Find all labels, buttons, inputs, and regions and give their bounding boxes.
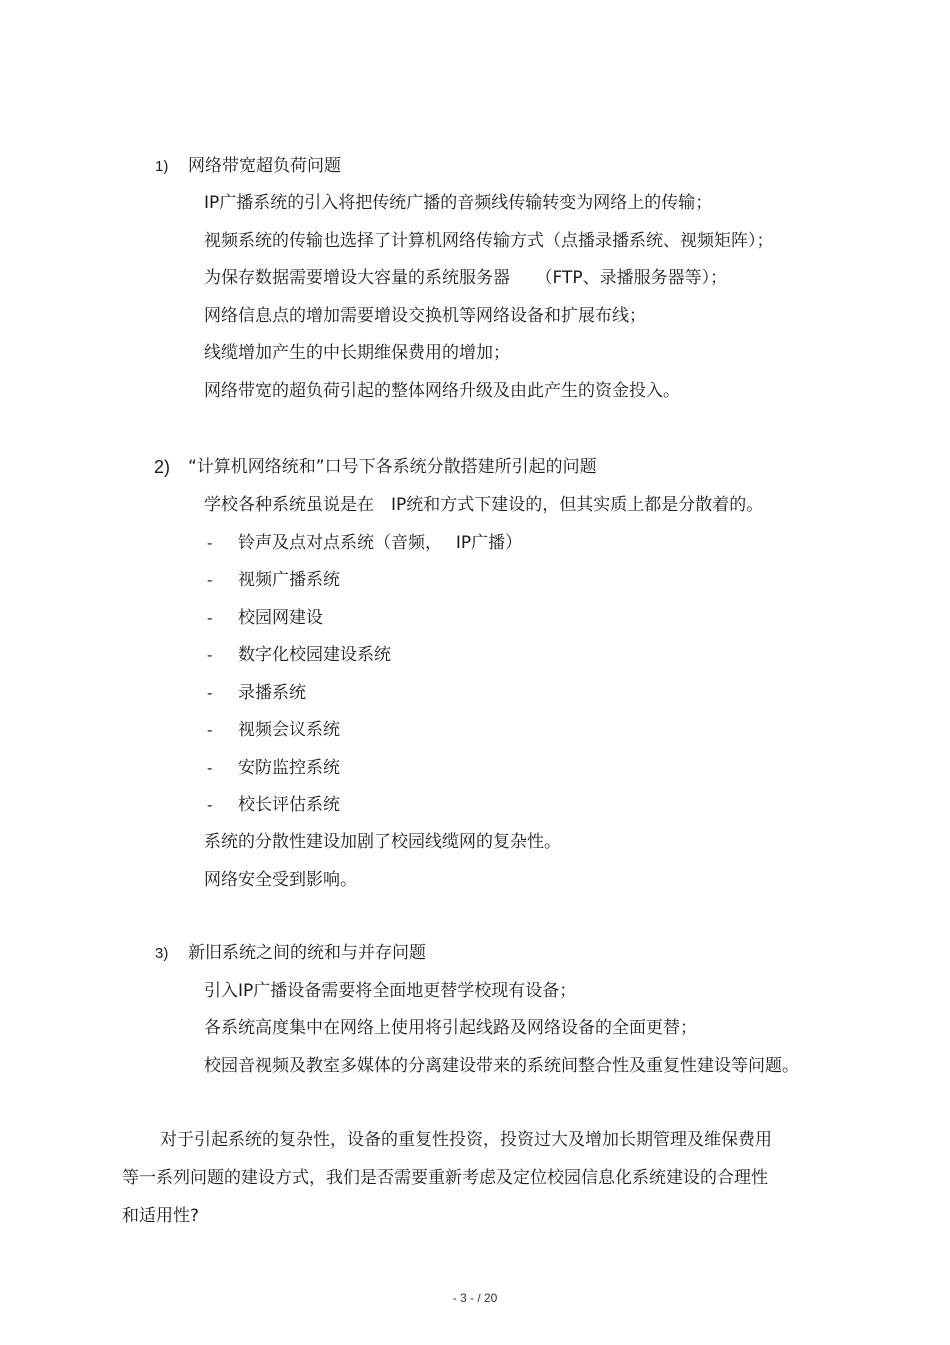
list-item: 录播系统	[238, 683, 306, 703]
section-2-title: “计算机网络统和”口号下各系统分散搭建所引起的问题	[188, 457, 597, 477]
section-3-number: 3)	[155, 945, 169, 962]
list-bullet: -	[207, 571, 213, 589]
section-1-line: 为保存数据需要增设大容量的系统服务器 （FTP、录播服务器等）；	[204, 268, 728, 288]
section-3-line: 引入IP广播设备需要将全面地更替学校现有设备；	[204, 981, 577, 1001]
list-item: 校园网建设	[238, 608, 323, 628]
section-2-intro: 学校各种系统虽说是在 IP统和方式下建设的，但其实质上都是分散着的。	[204, 495, 764, 515]
closing-line: 对于引起系统的复杂性，设备的重复性投资，投资过大及增加长期管理及维保费用	[160, 1130, 772, 1150]
list-item: 铃声及点对点系统（音频， IP广播）	[238, 533, 523, 553]
section-3-line: 校园音视频及教室多媒体的分离建设带来的系统间整合性及重复性建设等问题。	[204, 1056, 799, 1076]
section-2-conclusion: 系统的分散性建设加剧了校园线缆网的复杂性。	[204, 832, 561, 852]
section-1-line: IP广播系统的引入将把传统广播的音频线传输转变为网络上的传输；	[204, 193, 713, 213]
section-2-number: 2)	[154, 457, 171, 477]
list-bullet: -	[207, 684, 213, 702]
section-1-line: 网络带宽的超负荷引起的整体网络升级及由此产生的资金投入。	[204, 381, 680, 401]
list-bullet: -	[207, 721, 213, 739]
page-number: - 3 - / 20	[452, 1291, 498, 1305]
section-1-line: 视频系统的传输也选择了计算机网络传输方式（点播录播系统、视频矩阵）；	[204, 231, 774, 251]
list-bullet: -	[207, 609, 213, 627]
list-bullet: -	[207, 534, 213, 552]
section-3-line: 各系统高度集中在网络上使用将引起线路及网络设备的全面更替；	[204, 1018, 697, 1038]
section-1-title: 网络带宽超负荷问题	[188, 156, 341, 176]
list-item: 校长评估系统	[238, 795, 340, 815]
section-1-line: 线缆增加产生的中长期维保费用的增加；	[204, 343, 510, 363]
list-bullet: -	[207, 646, 213, 664]
section-2-conclusion: 网络安全受到影响。	[204, 870, 357, 890]
section-1-line: 网络信息点的增加需要增设交换机等网络设备和扩展布线；	[204, 306, 646, 326]
closing-line: 等一系列问题的建设方式，我们是否需要重新考虑及定位校园信息化系统建设的合理性	[122, 1168, 768, 1188]
list-bullet: -	[207, 759, 213, 777]
section-3-title: 新旧系统之间的统和与并存问题	[188, 943, 426, 963]
list-item: 安防监控系统	[238, 758, 340, 778]
list-item: 数字化校园建设系统	[238, 645, 391, 665]
closing-line: 和适用性?	[122, 1206, 200, 1226]
list-item: 视频广播系统	[238, 570, 340, 590]
section-1-number: 1)	[155, 158, 169, 175]
list-bullet: -	[207, 796, 213, 814]
list-item: 视频会议系统	[238, 720, 340, 740]
